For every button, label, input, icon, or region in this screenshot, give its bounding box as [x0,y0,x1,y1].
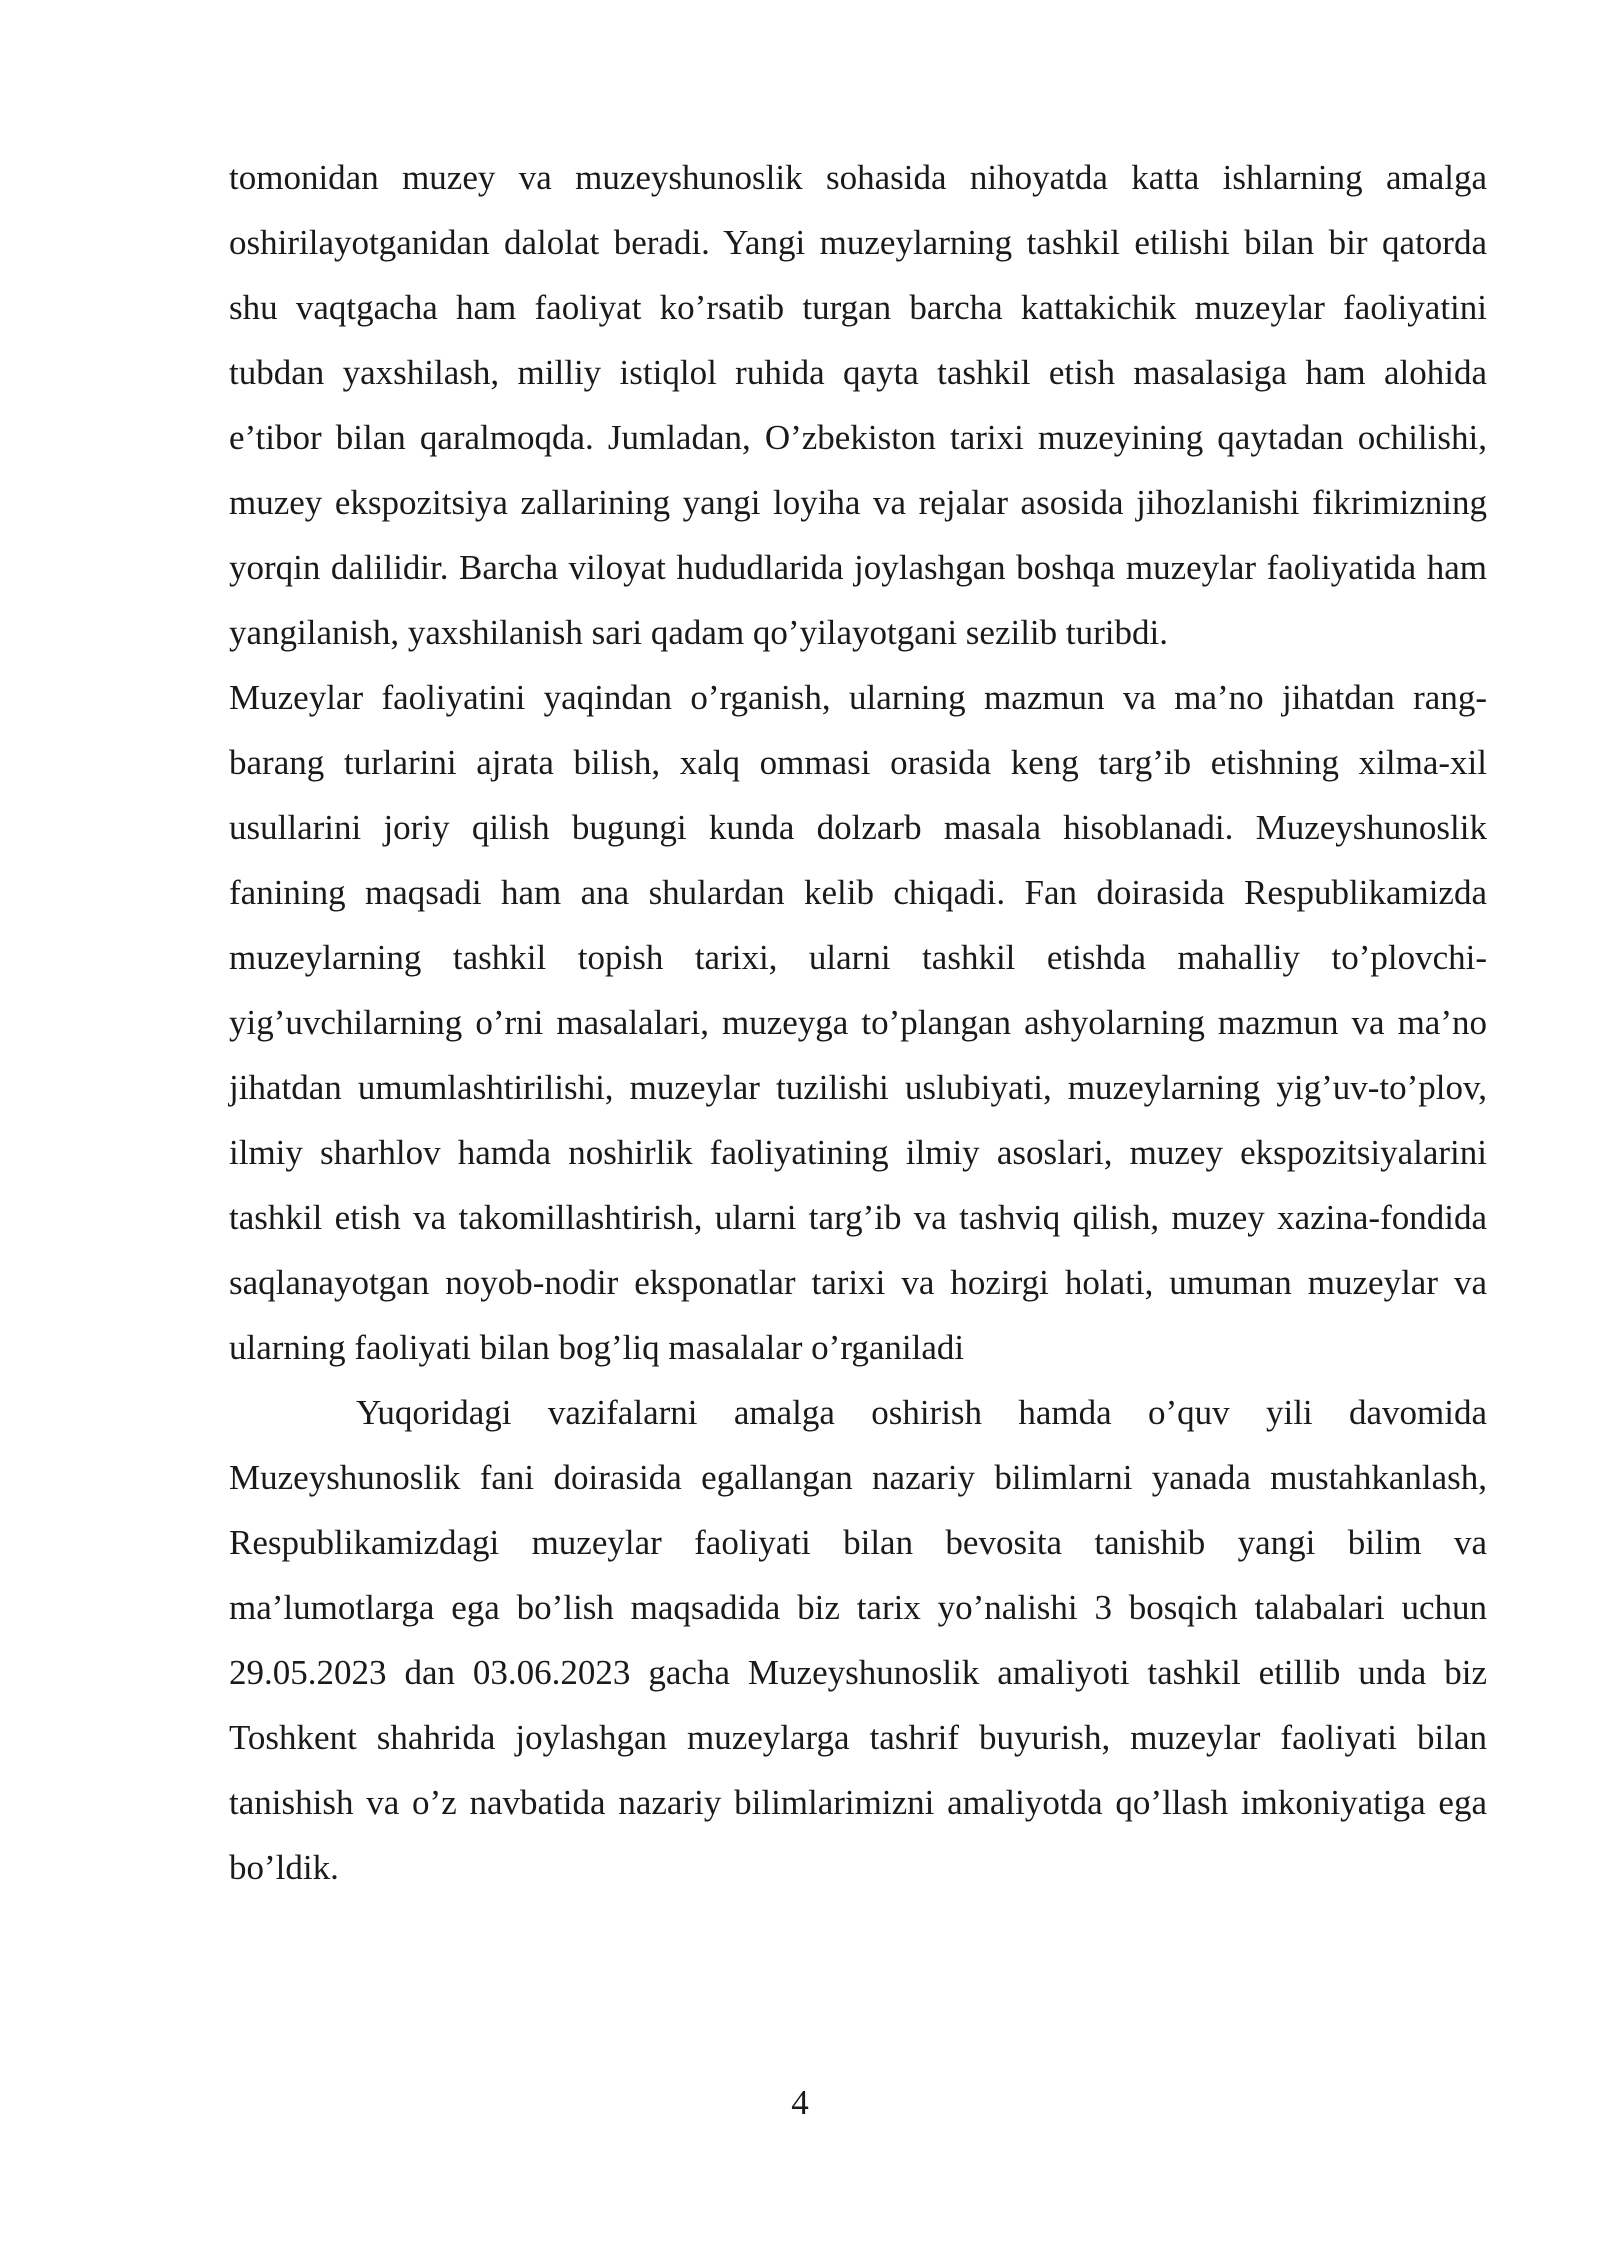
page-number: 4 [791,2083,809,2122]
paragraph-2: Muzeylar faoliyatini yaqindan o’rganish, ularning mazmun va ma’no jihatdan rang-barang turlarini ajrata bilish, xalq ommasi orasida keng targ’ib etishning xilma-xil usullarini joriy qilish bugungi kunda dolzarb masala hisoblanadi. Muzeyshunoslik fanining maqsadi ham ana shulardan kelib chiqadi. Fan doirasida Respublikamizda muzeylarning tashkil topish tarixi, ularni tashkil etishda mahalliy to’plovchi-yig’uvchilarning o’rni masalalari, muzeyga to’plangan ashyolarning mazmun va ma’no jihatdan umumlashtirilishi, muzeylar tuzilishi uslubiyati, muzeylarning yig’uv-to’plov, ilmiy sharhlov hamda noshirlik faoliyatining ilmiy asoslari, muzey ekspozitsiyalarini tashkil etish va takomillashtirish, ularni targ’ib va tashviq qilish, muzey xazina-fondida saqlanayotgan noyob-nodir eksponatlar tarixi va hozirgi holati, umuman muzeylar va ularning faoliyati bilan bog’liq masalalar o’rganiladi [229,678,1487,1367]
document-body [229,145,1487,1900]
paragraph-1: tomonidan muzey va muzeyshunoslik sohasida nihoyatda katta ishlarning amalga oshirilayotganidan dalolat beradi. Yangi muzeylarning tashkil etilishi bilan bir qatorda shu vaqtgacha ham faoliyat ko’rsatib turgan barcha kattakichik muzeylar faoliyatini tubdan yaxshilash, milliy istiqlol ruhida qayta tashkil etish masalasiga ham alohida e’tibor bilan qaralmoqda. Jumladan, O’zbekiston tarixi muzeyining qaytadan ochilishi, muzey ekspozitsiya zallarining yangi loyiha va rejalar asosida jihozlanishi fikrimizning yorqin dalilidir. Barcha viloyat hududlarida joylashgan boshqa muzeylar faoliyatida ham yangilanish, yaxshilanish sari qadam qo’yilayotgani sezilib turibdi. [229,158,1487,652]
paragraph-3: Yuqoridagi vazifalarni amalga oshirish hamda o’quv yili davomida Muzeyshunoslik fani doirasida egallangan nazariy bilimlarni yanada mustahkanlash, Respublikamizdagi muzeylar faoliyati bilan bevosita tanishib yangi bilim va ma’lumotlarga ega bo’lish maqsadida biz tarix yo’nalishi 3 bosqich talabalari uchun 29.05.2023 dan 03.06.2023 gacha Muzeyshunoslik amaliyoti tashkil etillib unda biz Toshkent shahrida joylashgan muzeylarga tashrif buyurish, muzeylar faoliyati bilan tanishish va o’z navbatida nazariy bilimlarimizni amaliyotda qo’llash imkoniyatiga ega bo’ldik. [229,1393,1487,1887]
